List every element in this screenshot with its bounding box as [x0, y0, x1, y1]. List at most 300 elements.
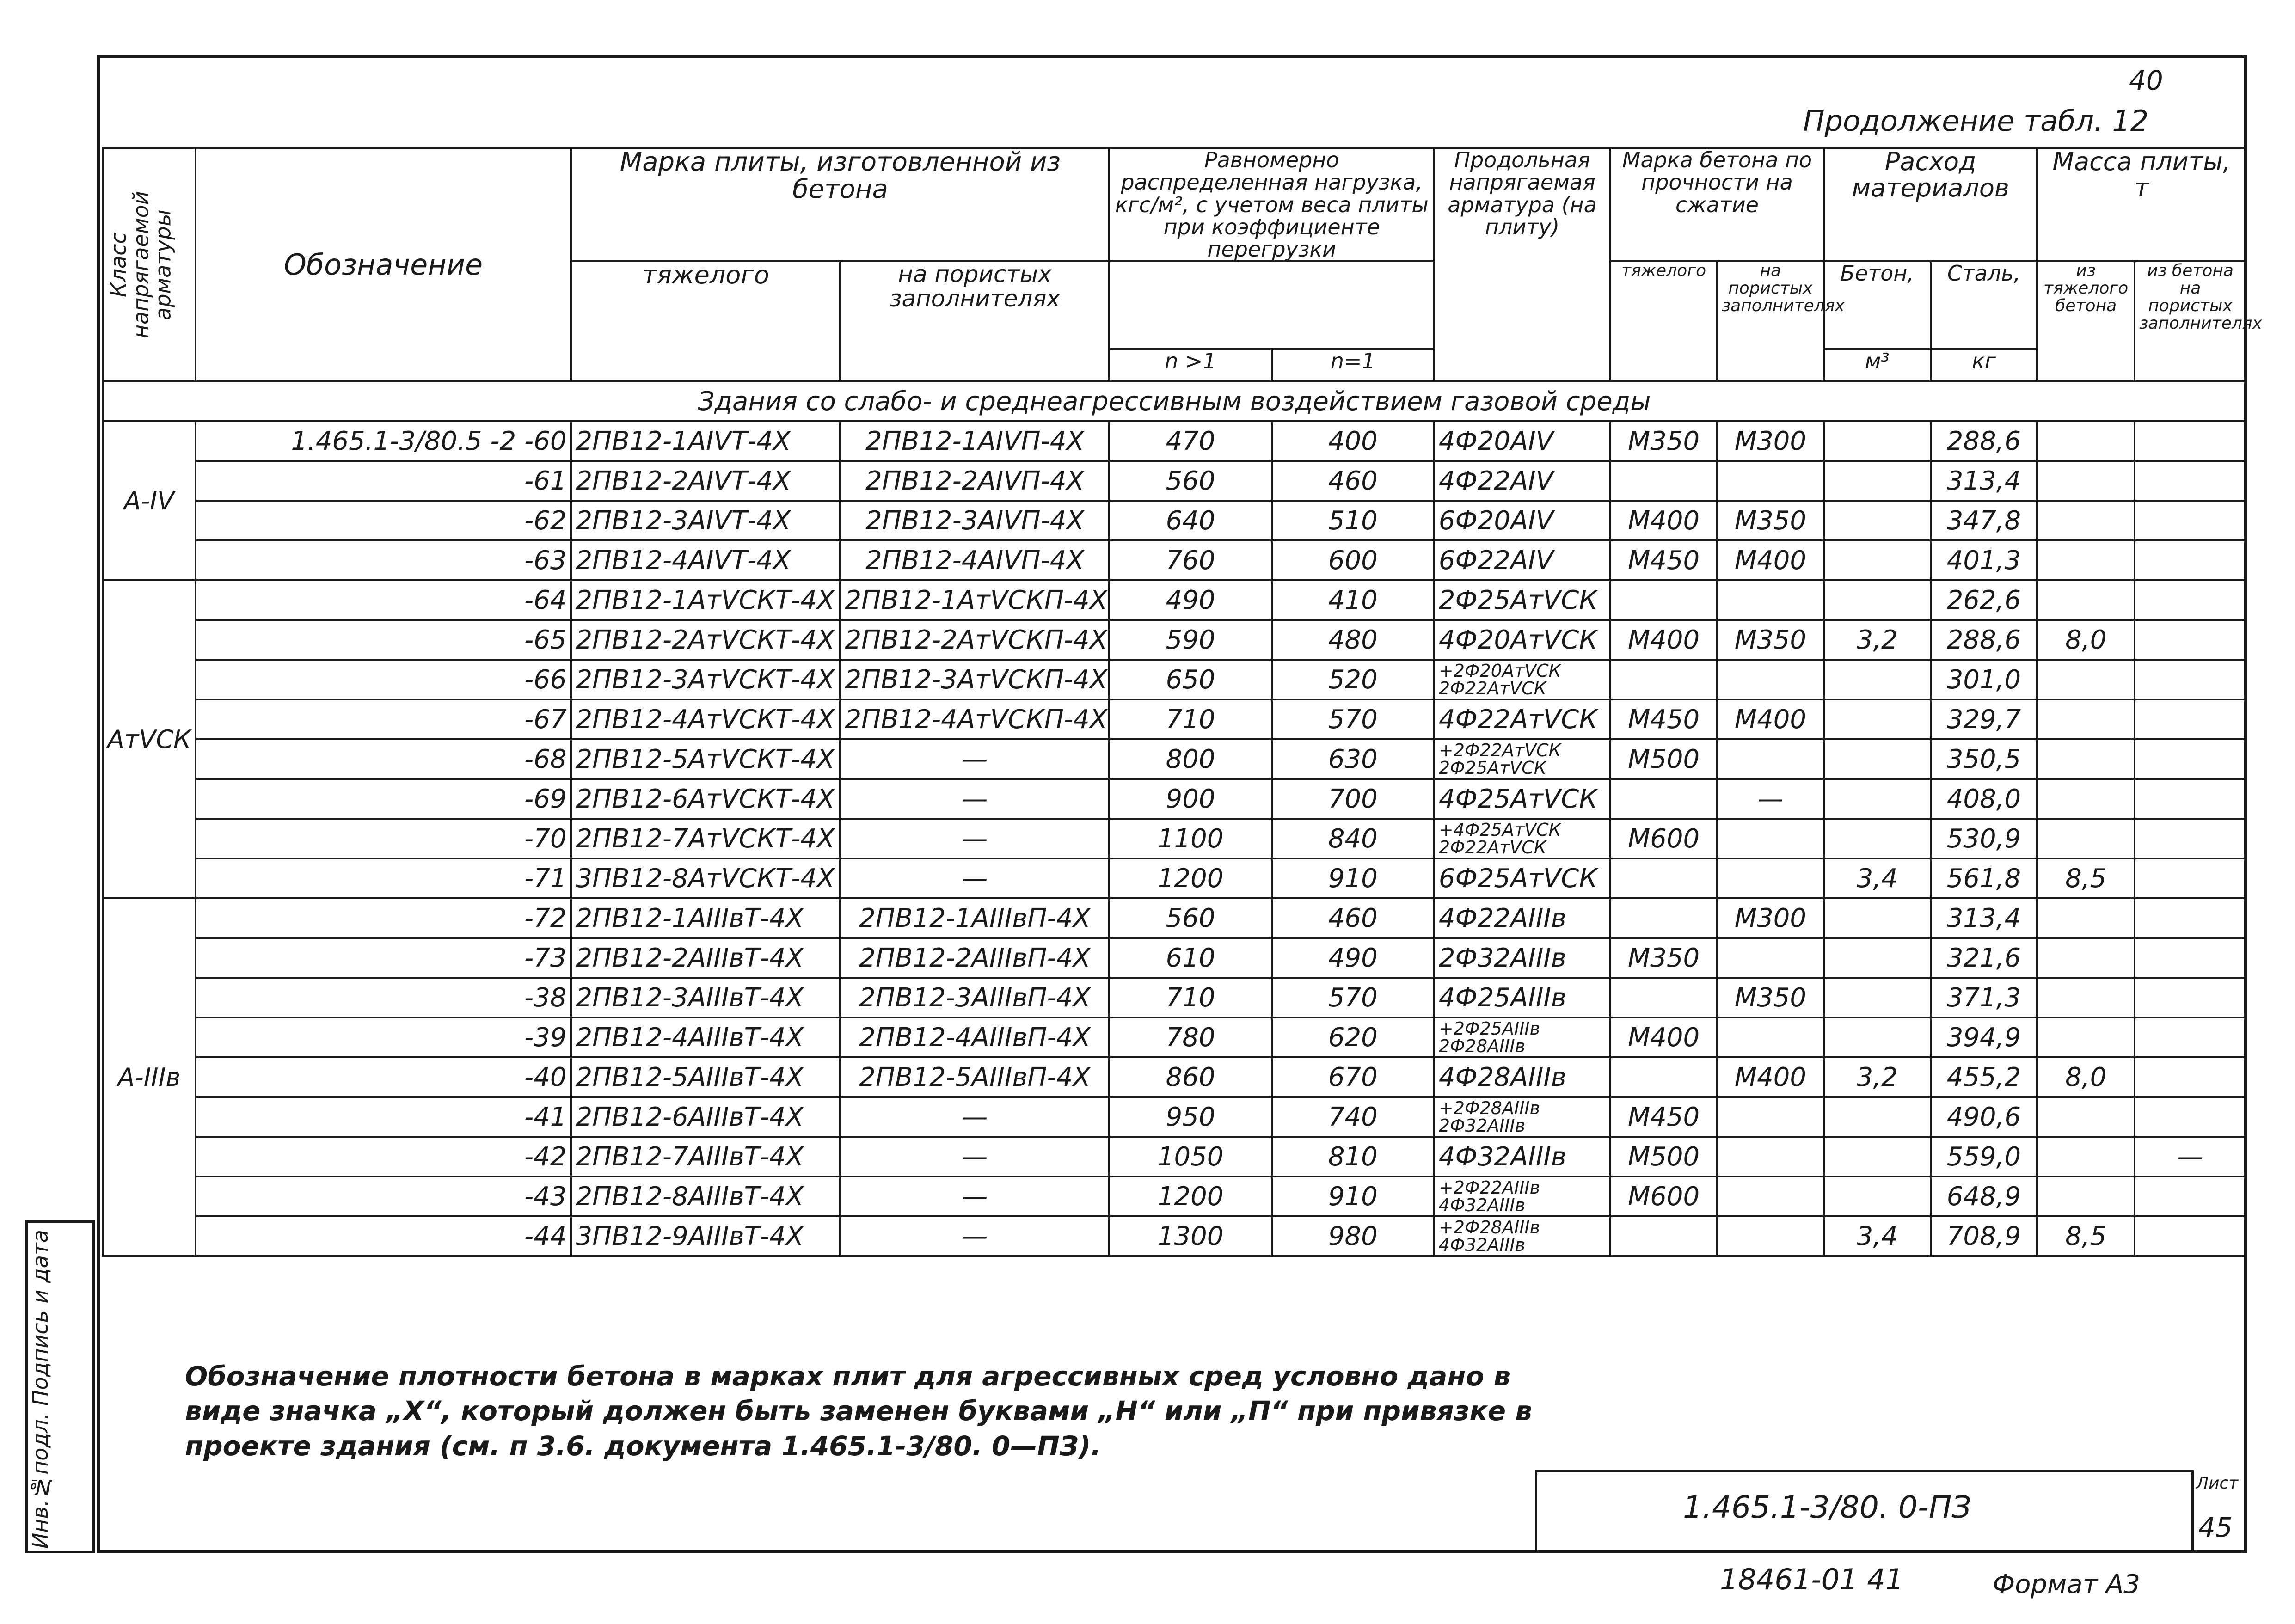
cell-gp: М300 — [1717, 421, 1824, 461]
cell-n2: 510 — [1272, 501, 1434, 540]
cell-porous: — — [840, 819, 1109, 858]
cell-steel: 401,3 — [1931, 540, 2037, 580]
paper-format: Формат А3 — [1993, 1569, 2140, 1599]
cell-arm: 2Ф25АтVСК — [1434, 580, 1610, 620]
cell-mp — [2135, 421, 2246, 461]
header-n-gt1: n >1 — [1109, 349, 1271, 381]
cell-n2: 600 — [1272, 540, 1434, 580]
cell-mh — [2037, 819, 2135, 858]
header-grade-porous: на пористых заполнителях — [1717, 261, 1824, 381]
table-row — [103, 898, 2246, 938]
cell-porous: — — [840, 1097, 1109, 1137]
cell-code: -72 — [196, 898, 571, 938]
cell-gh: М500 — [1610, 1137, 1717, 1177]
cell-heavy: 2ПВ12-7АIIIвТ-4Х — [571, 1137, 840, 1177]
cell-gp — [1717, 1137, 1824, 1177]
cell-gh — [1610, 1057, 1717, 1097]
header-concrete: Бетон, — [1824, 261, 1931, 349]
cell-porous: 2ПВ12-1АIIIвП-4Х — [840, 898, 1109, 938]
header-mass-heavy: из тяжелого бетона — [2037, 261, 2135, 381]
cell-mp — [2135, 660, 2246, 699]
armature-class-cell: АтVСК — [103, 580, 196, 898]
cell-gp: М400 — [1717, 1057, 1824, 1097]
cell-code: -70 — [196, 819, 571, 858]
cell-arm: 4Ф22АIIIв — [1434, 898, 1610, 938]
cell-steel: 262,6 — [1931, 580, 2037, 620]
cell-heavy: 2ПВ12-3АIVТ-4Х — [571, 501, 840, 540]
cell-mp — [2135, 501, 2246, 540]
cell-steel: 490,6 — [1931, 1097, 2037, 1137]
cell-arm: 4Ф25АIIIв — [1434, 978, 1610, 1017]
cell-n2: 840 — [1272, 819, 1434, 858]
cell-code: -73 — [196, 938, 571, 978]
cell-n2: 670 — [1272, 1057, 1434, 1097]
cell-porous: 2ПВ12-3АIVП-4Х — [840, 501, 1109, 540]
cell-n1: 560 — [1109, 898, 1271, 938]
cell-gp: М350 — [1717, 620, 1824, 660]
table-row — [103, 1097, 2246, 1137]
cell-concrete: 3,4 — [1824, 1216, 1931, 1256]
cell-porous: 2ПВ12-2АтVСКП-4Х — [840, 620, 1109, 660]
cell-concrete: 3,2 — [1824, 1057, 1931, 1097]
cell-mp — [2135, 1057, 2246, 1097]
cell-gp — [1717, 1216, 1824, 1256]
cell-porous: 2ПВ12-4АтVСКП-4Х — [840, 699, 1109, 739]
cell-mh — [2037, 461, 2135, 501]
cell-mp — [2135, 1216, 2246, 1256]
cell-porous: 2ПВ12-2АIIIвП-4Х — [840, 938, 1109, 978]
cell-concrete — [1824, 938, 1931, 978]
cell-concrete — [1824, 501, 1931, 540]
cell-steel: 559,0 — [1931, 1137, 2037, 1177]
cell-arm: 4Ф20АIV — [1434, 421, 1610, 461]
table-row — [103, 1137, 2246, 1177]
cell-mh — [2037, 660, 2135, 699]
cell-heavy: 2ПВ12-3АIIIвТ-4Х — [571, 978, 840, 1017]
cell-n2: 700 — [1272, 779, 1434, 819]
cell-gh — [1610, 898, 1717, 938]
cell-arm: 4Ф25АтVСК — [1434, 779, 1610, 819]
table-row — [103, 858, 2246, 898]
cell-n1: 640 — [1109, 501, 1271, 540]
cell-code: -69 — [196, 779, 571, 819]
header-designation: Обозначение — [196, 148, 571, 381]
cell-n2: 460 — [1272, 461, 1434, 501]
cell-gh: М500 — [1610, 739, 1717, 779]
cell-n1: 710 — [1109, 978, 1271, 1017]
cell-n1: 650 — [1109, 660, 1271, 699]
cell-n1: 490 — [1109, 580, 1271, 620]
table-row — [103, 1017, 2246, 1057]
cell-n2: 620 — [1272, 1017, 1434, 1057]
cell-code: -63 — [196, 540, 571, 580]
table-continuation-label: Продолжение табл. 12 — [1803, 104, 2149, 138]
cell-gp — [1717, 660, 1824, 699]
cell-porous: — — [840, 779, 1109, 819]
cell-arm: +2Ф22АIIIв 4Ф32АIIIв — [1434, 1177, 1610, 1216]
cell-concrete — [1824, 461, 1931, 501]
cell-n1: 1100 — [1109, 819, 1271, 858]
cell-mp — [2135, 739, 2246, 779]
cell-steel: 288,6 — [1931, 421, 2037, 461]
table-row — [103, 501, 2246, 540]
cell-n1: 1050 — [1109, 1137, 1271, 1177]
cell-gp: М300 — [1717, 898, 1824, 938]
cell-n2: 460 — [1272, 898, 1434, 938]
cell-mp — [2135, 978, 2246, 1017]
cell-code: -68 — [196, 739, 571, 779]
cell-heavy: 2ПВ12-7АтVСКТ-4Х — [571, 819, 840, 858]
cell-steel: 708,9 — [1931, 1216, 2037, 1256]
cell-heavy: 2ПВ12-4АтVСКТ-4Х — [571, 699, 840, 739]
cell-gh — [1610, 461, 1717, 501]
cell-gh: М350 — [1610, 938, 1717, 978]
cell-mp — [2135, 1097, 2246, 1137]
cell-porous: 2ПВ12-2АIVП-4Х — [840, 461, 1109, 501]
header-concrete-unit: м³ — [1824, 349, 1931, 381]
cell-mp — [2135, 898, 2246, 938]
document-code: 1.465.1-3/80. 0-ПЗ — [1683, 1489, 1971, 1525]
cell-arm: 6Ф20АIV — [1434, 501, 1610, 540]
cell-porous: — — [840, 1137, 1109, 1177]
cell-porous: 2ПВ12-4АIVП-4Х — [840, 540, 1109, 580]
section-title: Здания со слабо- и среднеагрессивным воздействием газовой среды — [103, 381, 2246, 421]
cell-concrete — [1824, 779, 1931, 819]
cell-mh — [2037, 1017, 2135, 1057]
cell-heavy: 2ПВ12-4АIIIвТ-4Х — [571, 1017, 840, 1057]
cell-heavy: 2ПВ12-3АтVСКТ-4Х — [571, 660, 840, 699]
cell-code: -39 — [196, 1017, 571, 1057]
cell-mh — [2037, 540, 2135, 580]
cell-n2: 570 — [1272, 699, 1434, 739]
cell-arm: 6Ф25АтVСК — [1434, 858, 1610, 898]
cell-heavy: 2ПВ12-8АIIIвТ-4Х — [571, 1177, 840, 1216]
cell-mp — [2135, 779, 2246, 819]
cell-porous: 2ПВ12-4АIIIвП-4Х — [840, 1017, 1109, 1057]
cell-concrete — [1824, 660, 1931, 699]
cell-mh: 8,0 — [2037, 1057, 2135, 1097]
cell-n1: 1200 — [1109, 858, 1271, 898]
cell-gh: М450 — [1610, 1097, 1717, 1137]
cell-code: -67 — [196, 699, 571, 739]
cell-n2: 910 — [1272, 858, 1434, 898]
header-load-spacer — [1109, 261, 1434, 349]
cell-heavy: 2ПВ12-2АтVСКТ-4Х — [571, 620, 840, 660]
table-row — [103, 620, 2246, 660]
side-stamp-label: Инв.№подл. Подпись и дата — [28, 1230, 53, 1549]
cell-code: -62 — [196, 501, 571, 540]
cell-steel: 455,2 — [1931, 1057, 2037, 1097]
cell-gh: М600 — [1610, 1177, 1717, 1216]
cell-heavy: 2ПВ12-1АтVСКТ-4Х — [571, 580, 840, 620]
table-row — [103, 699, 2246, 739]
cell-heavy: 2ПВ12-2АIIIвТ-4Х — [571, 938, 840, 978]
cell-code: -40 — [196, 1057, 571, 1097]
cell-code: -71 — [196, 858, 571, 898]
cell-concrete — [1824, 1017, 1931, 1057]
cell-arm: +2Ф25АIIIв 2Ф28АIIIв — [1434, 1017, 1610, 1057]
cell-heavy: 2ПВ12-5АIIIвТ-4Х — [571, 1057, 840, 1097]
cell-n1: 590 — [1109, 620, 1271, 660]
cell-gh — [1610, 1216, 1717, 1256]
cell-gh: М450 — [1610, 540, 1717, 580]
cell-arm: 6Ф22АIV — [1434, 540, 1610, 580]
cell-heavy: 2ПВ12-5АтVСКТ-4Х — [571, 739, 840, 779]
header-consumption: Расход материалов — [1824, 148, 2037, 261]
cell-code: -41 — [196, 1097, 571, 1137]
cell-steel: 329,7 — [1931, 699, 2037, 739]
cell-n2: 570 — [1272, 978, 1434, 1017]
page-number: 40 — [2129, 65, 2163, 96]
cell-mp — [2135, 461, 2246, 501]
cell-arm: 4Ф22АтVСК — [1434, 699, 1610, 739]
cell-n1: 470 — [1109, 421, 1271, 461]
cell-concrete — [1824, 1177, 1931, 1216]
cell-mp — [2135, 540, 2246, 580]
cell-gp — [1717, 1177, 1824, 1216]
header-load: Равномерно распределенная нагрузка, кгс/м², с учетом веса плиты при коэффициенте перегрузки — [1109, 148, 1434, 261]
cell-arm: +4Ф25АтVСК 2Ф22АтVСК — [1434, 819, 1610, 858]
cell-mp — [2135, 620, 2246, 660]
cell-gp: М350 — [1717, 501, 1824, 540]
cell-arm: +2Ф22АтVСК 2Ф25АтVСК — [1434, 739, 1610, 779]
cell-mp: — — [2135, 1137, 2246, 1177]
cell-mh: 8,5 — [2037, 858, 2135, 898]
cell-n2: 740 — [1272, 1097, 1434, 1137]
cell-gp — [1717, 858, 1824, 898]
table-row — [103, 819, 2246, 858]
cell-steel: 648,9 — [1931, 1177, 2037, 1216]
cell-mh — [2037, 1097, 2135, 1137]
footnote: Обозначение плотности бетона в марках плит для агрессивных сред условно дано в виде значка „Х“, который должен быть заменен буквами „Н“ или „П“ при привязке в проекте здания (см. п 3.6. документа 1.465.1-3/80. 0—ПЗ). — [185, 1360, 1532, 1462]
cell-steel: 313,4 — [1931, 898, 2037, 938]
header-grade-heavy: тяжелого — [1610, 261, 1717, 381]
cell-steel: 530,9 — [1931, 819, 2037, 858]
cell-n1: 780 — [1109, 1017, 1271, 1057]
cell-n2: 520 — [1272, 660, 1434, 699]
cell-concrete — [1824, 580, 1931, 620]
cell-heavy: 2ПВ12-4АIVТ-4Х — [571, 540, 840, 580]
cell-concrete: 3,2 — [1824, 620, 1931, 660]
cell-gp — [1717, 938, 1824, 978]
header-longitudinal-armature: Продольная напрягаемая арматура (на плиту) — [1434, 148, 1610, 381]
cell-gp: М400 — [1717, 540, 1824, 580]
cell-porous: — — [840, 858, 1109, 898]
cell-mh — [2037, 898, 2135, 938]
cell-gh — [1610, 580, 1717, 620]
cell-gp — [1717, 819, 1824, 858]
header-porous: на пористых заполнителях — [840, 261, 1109, 381]
cell-mp — [2135, 938, 2246, 978]
cell-concrete — [1824, 819, 1931, 858]
cell-heavy: 3ПВ12-8АтVСКТ-4Х — [571, 858, 840, 898]
cell-gh: М450 — [1610, 699, 1717, 739]
cell-arm: 4Ф32АIIIв — [1434, 1137, 1610, 1177]
cell-concrete — [1824, 699, 1931, 739]
cell-gp: М400 — [1717, 699, 1824, 739]
cell-concrete: 3,4 — [1824, 858, 1931, 898]
cell-arm: +2Ф28АIIIв 2Ф32АIIIв — [1434, 1097, 1610, 1137]
cell-heavy: 2ПВ12-6АтVСКТ-4Х — [571, 779, 840, 819]
cell-n1: 610 — [1109, 938, 1271, 978]
cell-mh — [2037, 978, 2135, 1017]
cell-n1: 900 — [1109, 779, 1271, 819]
cell-concrete — [1824, 540, 1931, 580]
header-heavy: тяжелого — [571, 261, 840, 381]
cell-concrete — [1824, 421, 1931, 461]
cell-gh: М400 — [1610, 501, 1717, 540]
cell-code: -61 — [196, 461, 571, 501]
cell-code: -44 — [196, 1216, 571, 1256]
cell-mh — [2037, 739, 2135, 779]
cell-gh — [1610, 660, 1717, 699]
cell-gp — [1717, 1017, 1824, 1057]
armature-class-cell: А-IIIв — [103, 898, 196, 1256]
cell-mp — [2135, 699, 2246, 739]
cell-gp — [1717, 461, 1824, 501]
cell-gp — [1717, 580, 1824, 620]
header-mass: Масса плиты, т — [2037, 148, 2246, 261]
cell-arm: +2Ф28АIIIв 4Ф32АIIIв — [1434, 1216, 1610, 1256]
cell-gp: — — [1717, 779, 1824, 819]
cell-n2: 480 — [1272, 620, 1434, 660]
slab-specification-table — [102, 147, 2262, 1257]
cell-arm: +2Ф20АтVСК 2Ф22АтVСК — [1434, 660, 1610, 699]
cell-porous: 2ПВ12-1АIVП-4Х — [840, 421, 1109, 461]
cell-n2: 910 — [1272, 1177, 1434, 1216]
cell-n2: 410 — [1272, 580, 1434, 620]
table-row — [103, 1216, 2246, 1256]
cell-n1: 560 — [1109, 461, 1271, 501]
armature-class-cell: А-IV — [103, 421, 196, 580]
sheet-label: Лист — [2196, 1474, 2239, 1493]
table-row — [103, 938, 2246, 978]
header-concrete-grade: Марка бетона по прочности на сжатие — [1610, 148, 1824, 261]
cell-mp — [2135, 1177, 2246, 1216]
header-slab-mark: Марка плиты, изготовленной из бетона — [571, 148, 1109, 261]
cell-arm: 4Ф28АIIIв — [1434, 1057, 1610, 1097]
cell-porous: — — [840, 739, 1109, 779]
table-row — [103, 660, 2246, 699]
cell-porous: 2ПВ12-5АIIIвП-4Х — [840, 1057, 1109, 1097]
cell-concrete — [1824, 978, 1931, 1017]
cell-porous: 2ПВ12-3АтVСКП-4Х — [840, 660, 1109, 699]
header-mass-porous: из бетона на пористых заполнителях — [2135, 261, 2246, 381]
cell-n2: 490 — [1272, 938, 1434, 978]
cell-code: -38 — [196, 978, 571, 1017]
cell-n1: 760 — [1109, 540, 1271, 580]
cell-code: -43 — [196, 1177, 571, 1216]
cell-mh — [2037, 1177, 2135, 1216]
table-row — [103, 978, 2246, 1017]
cell-steel: 313,4 — [1931, 461, 2037, 501]
cell-gh: М350 — [1610, 421, 1717, 461]
cell-mp — [2135, 580, 2246, 620]
cell-mp — [2135, 1017, 2246, 1057]
cell-mh — [2037, 779, 2135, 819]
cell-n2: 980 — [1272, 1216, 1434, 1256]
cell-porous: 2ПВ12-1АтVСКП-4Х — [840, 580, 1109, 620]
cell-gp: М350 — [1717, 978, 1824, 1017]
cell-n1: 860 — [1109, 1057, 1271, 1097]
table-row — [103, 739, 2246, 779]
cell-mp — [2135, 858, 2246, 898]
cell-n2: 810 — [1272, 1137, 1434, 1177]
table-row — [103, 1177, 2246, 1216]
cell-steel: 288,6 — [1931, 620, 2037, 660]
table-row — [103, 540, 2246, 580]
header-steel: Сталь, — [1931, 261, 2037, 349]
cell-heavy: 3ПВ12-9АIIIвТ-4Х — [571, 1216, 840, 1256]
cell-concrete — [1824, 1137, 1931, 1177]
cell-gh — [1610, 858, 1717, 898]
header-steel-unit: кг — [1931, 349, 2037, 381]
table-row — [103, 421, 2246, 461]
cell-steel: 394,9 — [1931, 1017, 2037, 1057]
cell-code: -64 — [196, 580, 571, 620]
cell-steel: 408,0 — [1931, 779, 2037, 819]
cell-code: -42 — [196, 1137, 571, 1177]
sheet-number: 45 — [2198, 1512, 2233, 1543]
cell-mh: 8,5 — [2037, 1216, 2135, 1256]
cell-n1: 800 — [1109, 739, 1271, 779]
cell-concrete — [1824, 1097, 1931, 1137]
cell-mh — [2037, 421, 2135, 461]
header-n-eq1: n=1 — [1272, 349, 1434, 381]
cell-porous: — — [840, 1177, 1109, 1216]
cell-code: 1.465.1-3/80.5 -2 -60 — [196, 421, 571, 461]
cell-heavy: 2ПВ12-1АIIIвТ-4Х — [571, 898, 840, 938]
cell-heavy: 2ПВ12-1АIVТ-4Х — [571, 421, 840, 461]
cell-n1: 710 — [1109, 699, 1271, 739]
cell-steel: 371,3 — [1931, 978, 2037, 1017]
cell-n1: 1200 — [1109, 1177, 1271, 1216]
cell-n2: 630 — [1272, 739, 1434, 779]
cell-mh — [2037, 501, 2135, 540]
cell-code: -65 — [196, 620, 571, 660]
cell-heavy: 2ПВ12-2АIVТ-4Х — [571, 461, 840, 501]
cell-mh — [2037, 580, 2135, 620]
cell-gh — [1610, 978, 1717, 1017]
cell-steel: 350,5 — [1931, 739, 2037, 779]
cell-arm: 2Ф32АIIIв — [1434, 938, 1610, 978]
cell-steel: 347,8 — [1931, 501, 2037, 540]
cell-gp — [1717, 1097, 1824, 1137]
cell-gp — [1717, 739, 1824, 779]
cell-mp — [2135, 819, 2246, 858]
cell-steel: 321,6 — [1931, 938, 2037, 978]
cell-mh: 8,0 — [2037, 620, 2135, 660]
table-row — [103, 779, 2246, 819]
cell-concrete — [1824, 739, 1931, 779]
table-row — [103, 1057, 2246, 1097]
cell-gh: М600 — [1610, 819, 1717, 858]
cell-steel: 301,0 — [1931, 660, 2037, 699]
cell-n2: 400 — [1272, 421, 1434, 461]
inventory-number: 18461-01 41 — [1720, 1563, 1904, 1596]
cell-gh: М400 — [1610, 1017, 1717, 1057]
table-row — [103, 461, 2246, 501]
cell-concrete — [1824, 898, 1931, 938]
header-armature-class: Класс напрягаемой арматуры — [103, 148, 196, 381]
cell-n1: 1300 — [1109, 1216, 1271, 1256]
cell-porous: — — [840, 1216, 1109, 1256]
cell-steel: 561,8 — [1931, 858, 2037, 898]
table-row — [103, 580, 2246, 620]
cell-gh: М400 — [1610, 620, 1717, 660]
cell-mh — [2037, 699, 2135, 739]
cell-arm: 4Ф22АIV — [1434, 461, 1610, 501]
